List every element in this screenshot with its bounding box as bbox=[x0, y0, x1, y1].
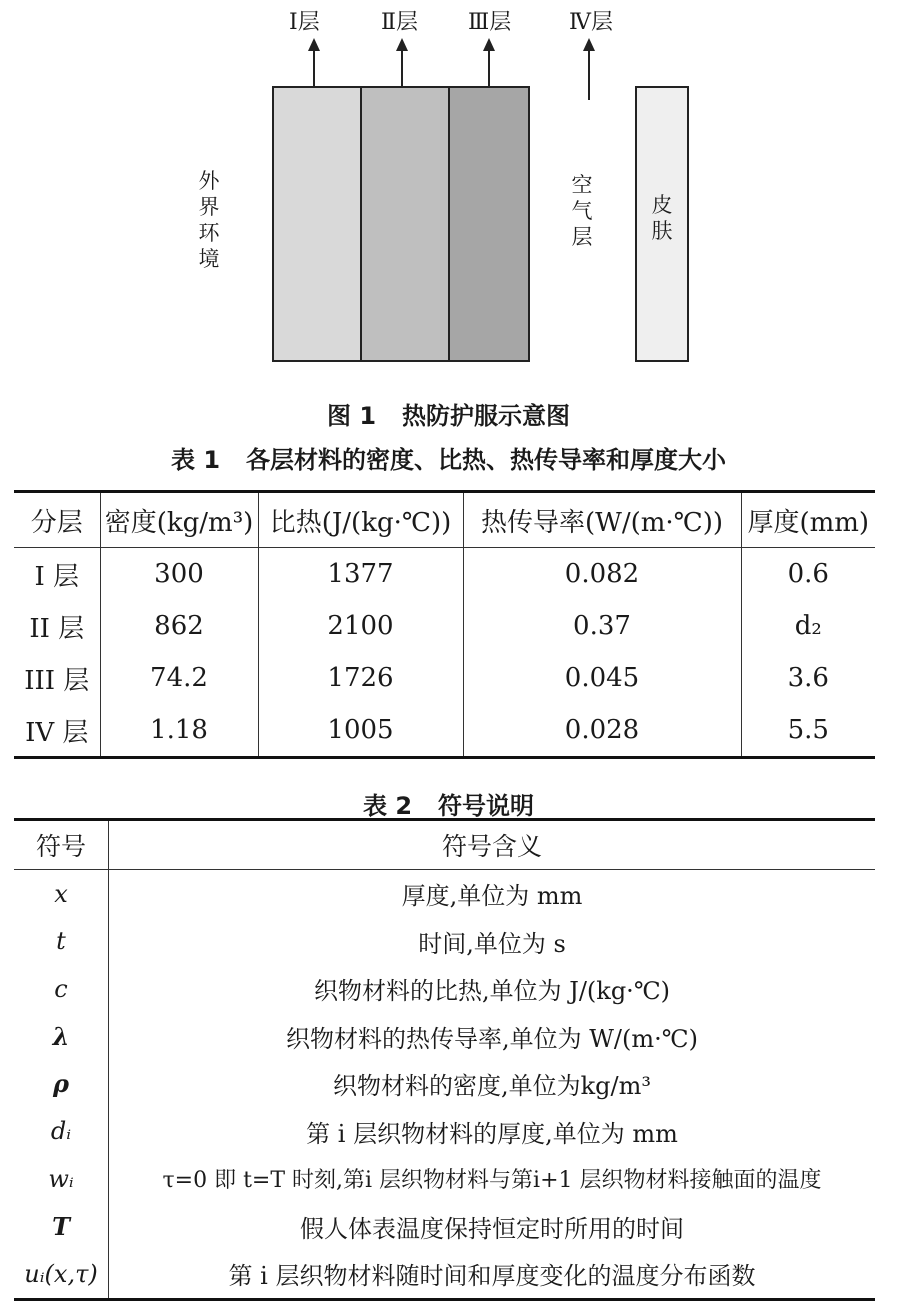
meaning-cell: 织物材料的密度,单位为kg/m³ bbox=[333, 1072, 651, 1101]
cell: 74.2 bbox=[100, 652, 258, 704]
table-row bbox=[14, 1203, 875, 1251]
cell: 0.6 bbox=[787, 559, 829, 589]
table-1-caption: 表 1 各层材料的密度、比热、热传导率和厚度大小 bbox=[170, 446, 727, 474]
layer-2-label: Ⅱ层 bbox=[381, 10, 418, 35]
cell: 5.5 bbox=[787, 715, 829, 745]
outside-environment-label: 外 界 环 境 bbox=[198, 169, 220, 271]
table-row bbox=[14, 548, 875, 601]
material-properties-table bbox=[14, 490, 875, 759]
table-header-row bbox=[14, 492, 875, 548]
figure-1-caption: 图 1 热防护服示意图 bbox=[326, 402, 571, 430]
layer-3-label: Ⅲ层 bbox=[468, 10, 512, 35]
table-row bbox=[14, 652, 875, 704]
table-row bbox=[14, 1108, 875, 1156]
table-row bbox=[14, 870, 875, 918]
header-meaning: 符号含义 bbox=[109, 820, 876, 870]
header-specific-heat: 比热(J/(kg·℃)) bbox=[258, 492, 463, 548]
cell: 1377 bbox=[258, 548, 463, 601]
air-layer-label: 空 气 层 bbox=[571, 173, 593, 249]
cell: 2100 bbox=[258, 600, 463, 652]
meaning-cell: 时间,单位为 s bbox=[418, 929, 566, 958]
table-row bbox=[14, 918, 875, 966]
table-header-row bbox=[14, 820, 875, 870]
table-row bbox=[14, 1013, 875, 1061]
header-conductivity: 热传导率(W/(m·℃)) bbox=[463, 492, 741, 548]
header-layer: 分层 bbox=[14, 492, 100, 548]
symbol-table bbox=[14, 818, 875, 1301]
symbol-cell: uᵢ(x,τ) bbox=[14, 1250, 109, 1299]
meaning-cell: 织物材料的比热,单位为 J/(kg·℃) bbox=[313, 977, 671, 1006]
layer-2-block bbox=[360, 86, 450, 362]
table-row bbox=[14, 704, 875, 758]
table-row bbox=[14, 1155, 875, 1203]
cell: 1726 bbox=[258, 652, 463, 704]
header-density: 密度(kg/m³) bbox=[100, 492, 258, 548]
cell: III 层 bbox=[14, 652, 100, 704]
arrow-layer-4-icon bbox=[588, 50, 590, 100]
arrow-layer-1-icon bbox=[313, 50, 315, 86]
meaning-cell: 假人体表温度保持恒定时所用的时间 bbox=[300, 1214, 684, 1243]
cell: d₂ bbox=[794, 611, 822, 641]
cell: 300 bbox=[100, 548, 258, 601]
skin-label: 皮 肤 bbox=[651, 193, 673, 243]
meaning-cell: 第 i 层织物材料随时间和厚度变化的温度分布函数 bbox=[228, 1262, 756, 1291]
header-thickness: 厚度(mm) bbox=[741, 492, 875, 548]
cell: I 层 bbox=[14, 548, 100, 601]
cell: II 层 bbox=[14, 600, 100, 652]
cell: 0.37 bbox=[463, 600, 741, 652]
thermal-suit-diagram bbox=[0, 0, 897, 380]
cell: 862 bbox=[100, 600, 258, 652]
meaning-cell: 织物材料的热传导率,单位为 W/(m·℃) bbox=[286, 1024, 698, 1053]
symbol-cell: c bbox=[14, 965, 109, 1013]
table-2-caption: 表 2 符号说明 bbox=[362, 792, 535, 820]
symbol-cell: t bbox=[14, 918, 109, 966]
cell: IV 层 bbox=[14, 704, 100, 758]
layer-3-block bbox=[448, 86, 530, 362]
symbol-cell: T bbox=[14, 1203, 109, 1251]
cell: 1005 bbox=[258, 704, 463, 758]
meaning-cell: 第 i 层织物材料的厚度,单位为 mm bbox=[306, 1119, 678, 1148]
layer-4-label: Ⅳ层 bbox=[569, 10, 613, 35]
layer-1-block bbox=[272, 86, 362, 362]
symbol-cell: wᵢ bbox=[14, 1155, 109, 1203]
symbol-cell: ρ bbox=[14, 1060, 109, 1108]
cell: 1.18 bbox=[100, 704, 258, 758]
symbol-cell: dᵢ bbox=[14, 1108, 109, 1156]
table-row bbox=[14, 1060, 875, 1108]
skin-block bbox=[635, 86, 689, 362]
arrow-layer-2-icon bbox=[401, 50, 403, 86]
header-symbol: 符号 bbox=[14, 820, 109, 870]
symbol-cell: λ bbox=[14, 1013, 109, 1061]
arrow-layer-3-icon bbox=[488, 50, 490, 86]
cell: 0.028 bbox=[463, 704, 741, 758]
cell: 0.045 bbox=[463, 652, 741, 704]
meaning-cell: 厚度,单位为 mm bbox=[401, 882, 583, 911]
table-row bbox=[14, 1250, 875, 1299]
layer-1-label: Ⅰ层 bbox=[289, 10, 320, 35]
cell: 3.6 bbox=[787, 663, 829, 693]
cell: 0.082 bbox=[463, 548, 741, 601]
symbol-cell: x bbox=[14, 870, 109, 918]
meaning-cell: τ=0 即 t=T 时刻,第i 层织物材料与第i+1 层织物材料接触面的温度 bbox=[162, 1168, 822, 1194]
table-row bbox=[14, 965, 875, 1013]
table-row bbox=[14, 600, 875, 652]
